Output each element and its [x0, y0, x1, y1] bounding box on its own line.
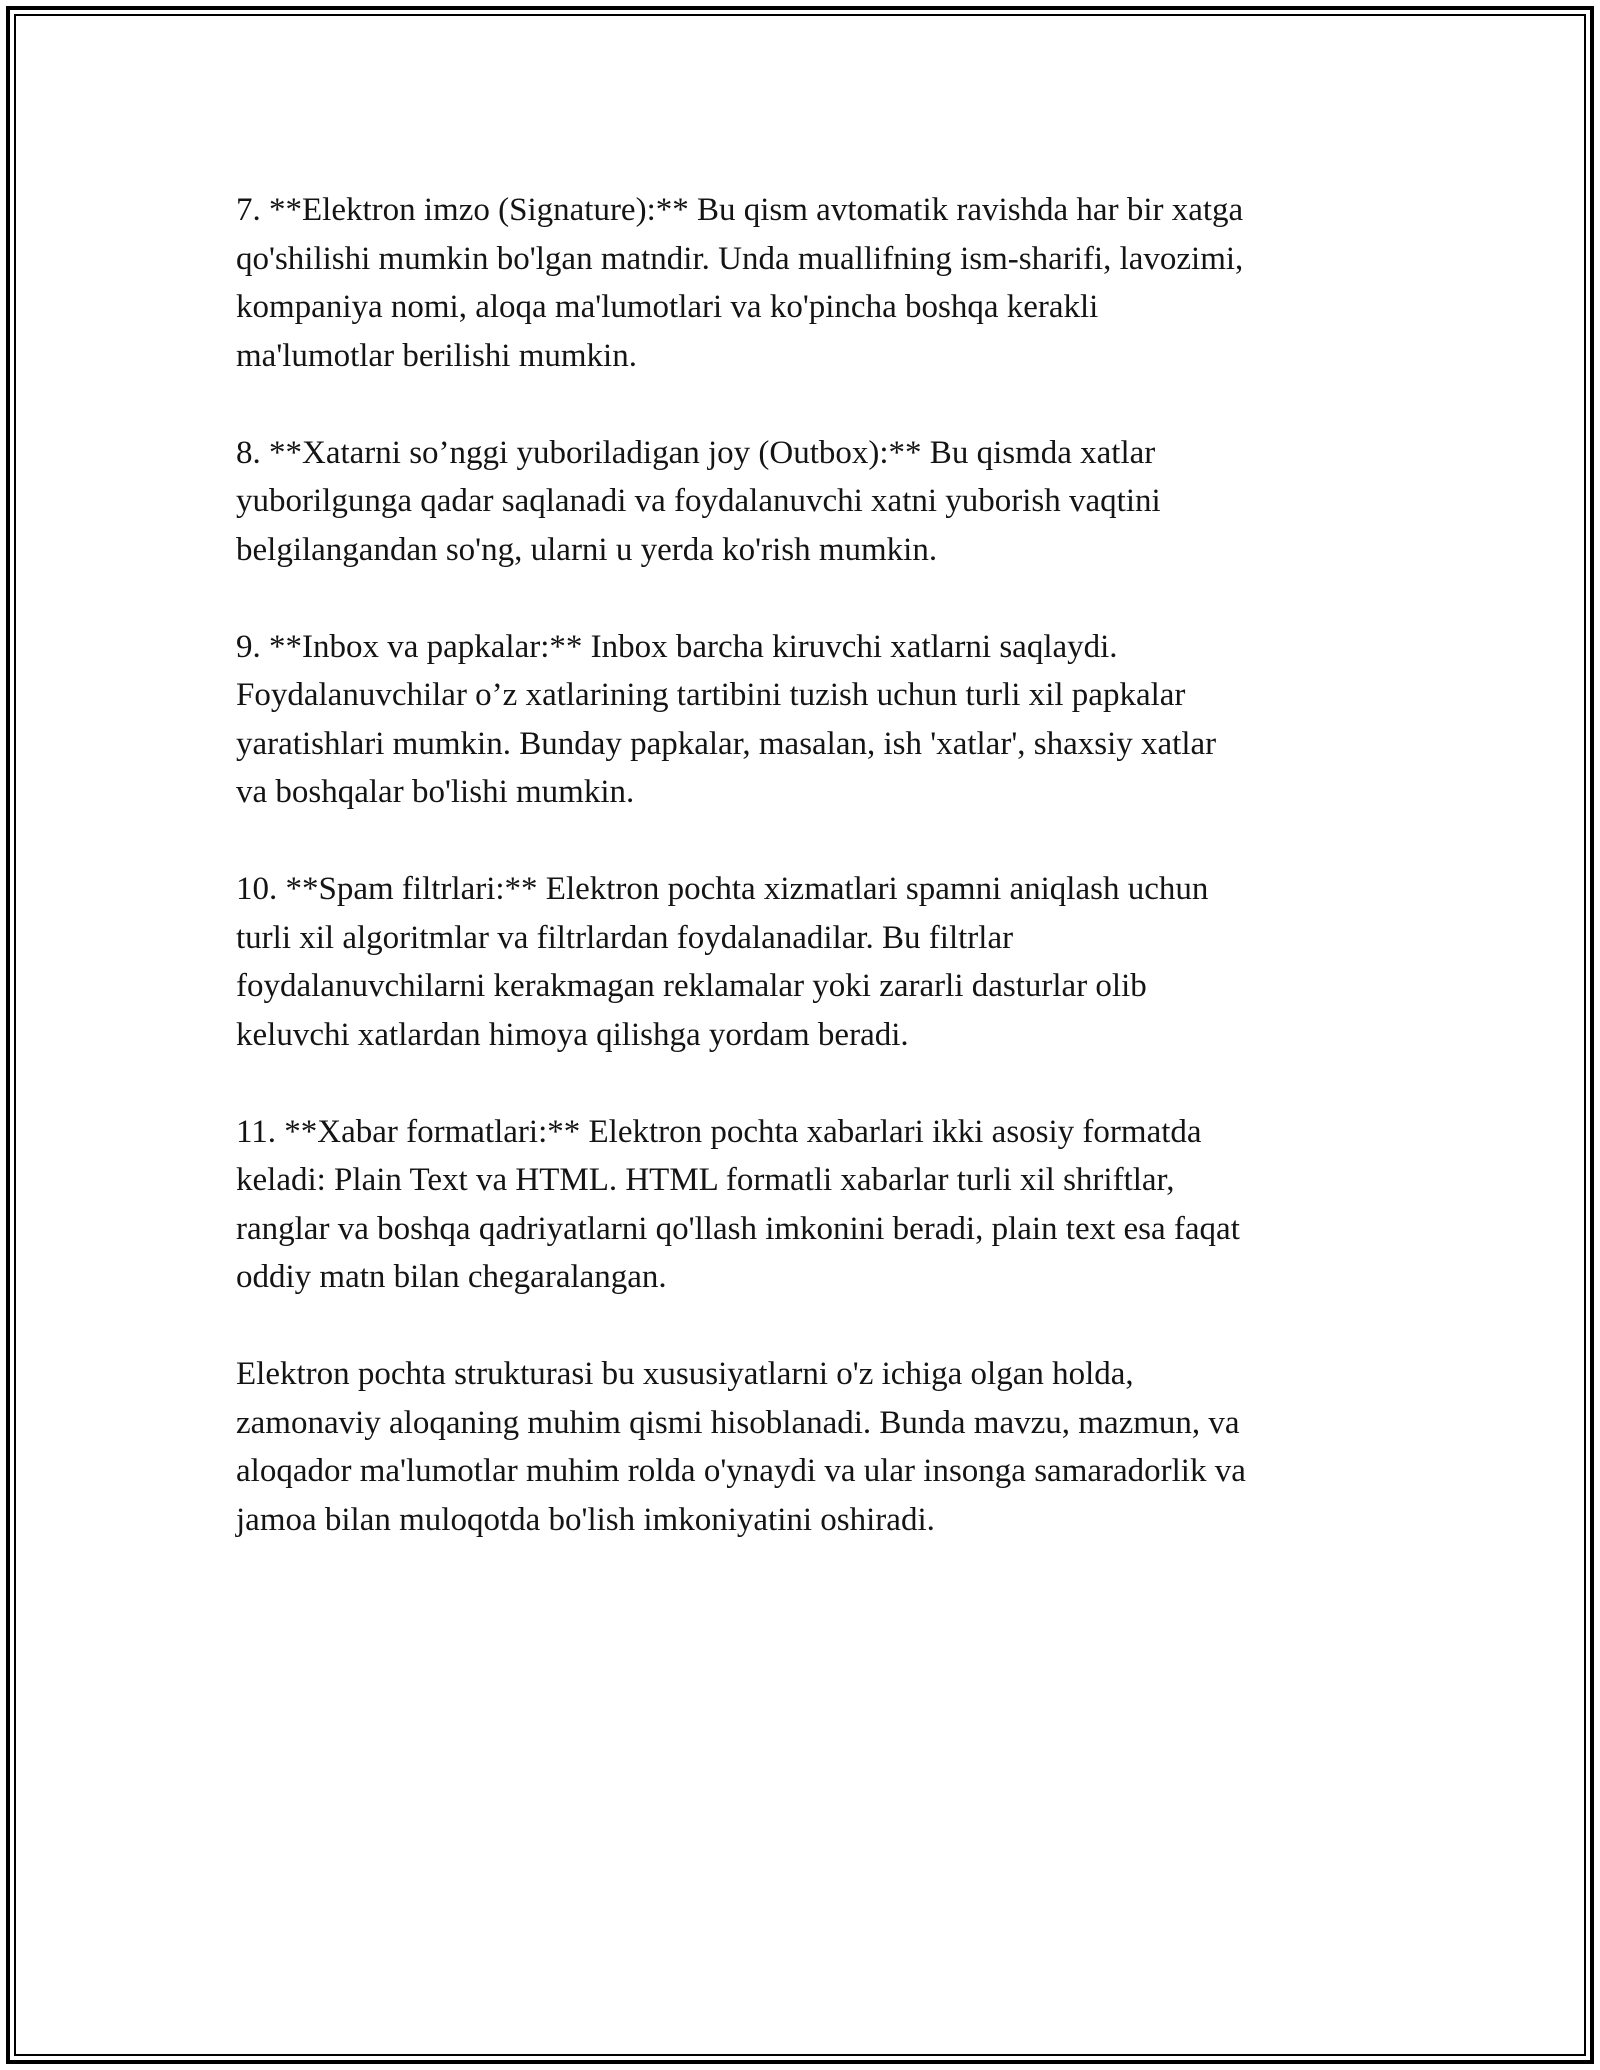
text-line: keladi: Plain Text va HTML. HTML formatli xabarlar turli xil shriftlar, [236, 1162, 1175, 1198]
text-line: 7. **Elektron imzo (Signature):** Bu qism avtomatik ravishda har bir xatga [236, 192, 1244, 228]
text-line: 10. **Spam filtrlari:** Elektron pochta xizmatlari spamni aniqlash uchun [236, 871, 1209, 907]
text-line: qo'shilishi mumkin bo'lgan matndir. Unda muallifning ism-sharifi, lavozimi, [236, 240, 1244, 277]
paragraph-spam-filters [236, 865, 1386, 1059]
text-line: belgilangandan so'ng, ularni u yerda ko'rish mumkin. [236, 531, 938, 568]
text-line: Elektron pochta strukturasi bu xususiyatlarni o'z ichiga olgan holda, [236, 1356, 1134, 1392]
text-line: kompaniya nomi, aloqa ma'lumotlari va ko'pincha boshqa kerakli [236, 289, 1099, 325]
text-line: ma'lumotlar berilishi mumkin. [236, 337, 637, 374]
text-line: yaratishlari mumkin. Bunday papkalar, masalan, ish 'xatlar', shaxsiy xatlar [236, 725, 1217, 762]
text-line: 8. **Xatarni so’nggi yuboriladigan joy (Outbox):** Bu qismda xatlar [236, 434, 1156, 471]
text-line: va boshqalar bo'lishi mumkin. [236, 774, 635, 810]
text-line: yuborilgunga qadar saqlanadi va foydalanuvchi xatni yuborish vaqtini [236, 483, 1161, 519]
text-line: ranglar va boshqa qadriyatlarni qo'llash imkonini beradi, plain text esa faqat [236, 1210, 1240, 1247]
paragraph-signature [236, 186, 1386, 380]
text-line: 9. **Inbox va papkalar:** Inbox barcha kiruvchi xatlarni saqlaydi. [236, 628, 1118, 665]
text-line: zamonaviy aloqaning muhim qismi hisoblanadi. Bunda mavzu, mazmun, va [236, 1404, 1240, 1441]
paragraph-inbox [236, 623, 1386, 817]
text-line: turli xil algoritmlar va filtrlardan foydalanadilar. Bu filtrlar [236, 919, 1014, 956]
paragraph-outbox [236, 429, 1386, 575]
paragraph-conclusion [236, 1350, 1386, 1544]
text-line: aloqador ma'lumotlar muhim rolda o'ynaydi va ular insonga samaradorlik va [236, 1453, 1246, 1489]
text-line: jamoa bilan muloqotda bo'lish imkoniyatini oshiradi. [236, 1501, 935, 1538]
text-line: 11. **Xabar formatlari:** Elektron pochta xabarlari ikki asosiy formatda [236, 1113, 1202, 1150]
text-line: keluvchi xatlardan himoya qilishga yordam beradi. [236, 1016, 909, 1053]
paragraph-message-formats [236, 1108, 1386, 1302]
text-line: oddiy matn bilan chegaralangan. [236, 1259, 667, 1295]
text-line: Foydalanuvchilar o’z xatlarining tartibini tuzish uchun turli xil papkalar [236, 677, 1186, 713]
text-line: foydalanuvchilarni kerakmagan reklamalar yoki zararli dasturlar olib [236, 968, 1147, 1004]
document-body [236, 186, 1386, 1593]
